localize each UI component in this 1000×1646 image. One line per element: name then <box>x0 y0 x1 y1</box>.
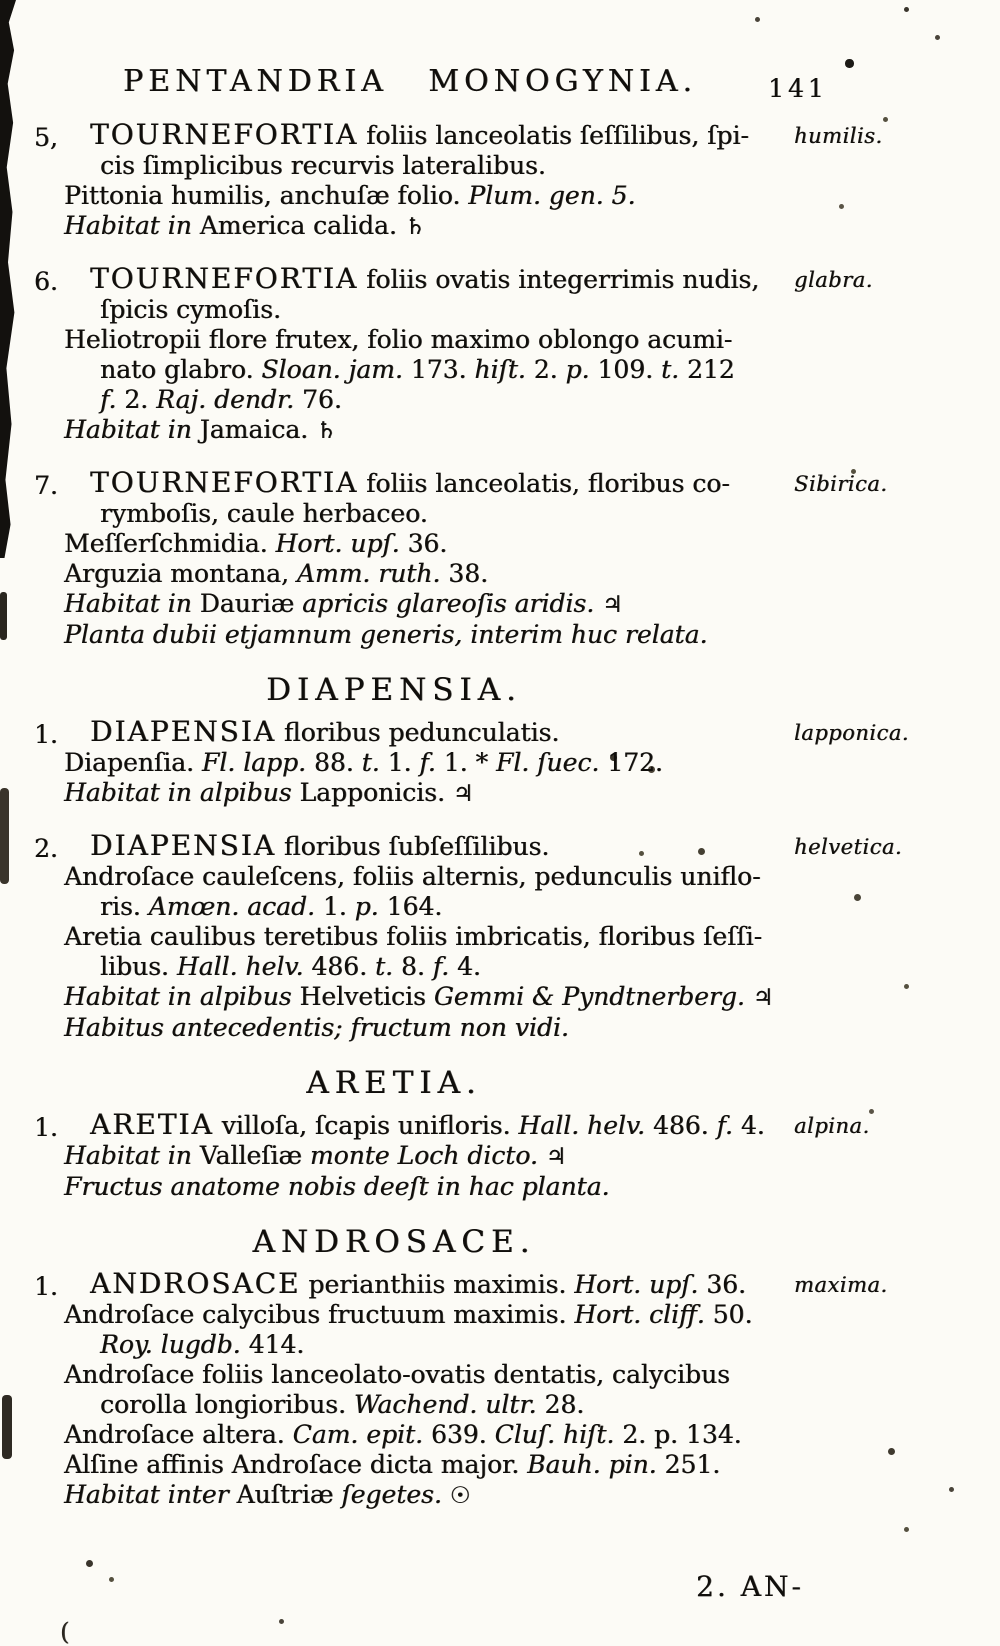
text-segment: Helveticis <box>299 982 434 1011</box>
text-segment: Androſace foliis lanceolato-ovatis dentatis, calycibus <box>64 1360 730 1389</box>
text-segment: Hort. upſ. <box>275 529 408 558</box>
text-segment: 36. <box>407 529 448 558</box>
text-line <box>64 415 984 446</box>
margin-epithet: alpina. <box>794 1114 870 1138</box>
text-segment: 28. <box>544 1390 585 1419</box>
text-segment: apricis glareoſis aridis. <box>302 589 603 618</box>
text-segment: libus. <box>100 952 177 981</box>
text-segment: t. <box>375 952 401 981</box>
text-line <box>64 499 984 529</box>
text-segment: 486. <box>311 952 375 981</box>
text-segment: Dauriæ <box>199 589 303 618</box>
species-entry <box>34 1269 984 1511</box>
text-line <box>64 1013 984 1043</box>
text-segment: Plum. gen. 5. <box>468 181 636 210</box>
text-segment: p. <box>565 355 598 384</box>
text-segment: Fl. ſuec. <box>495 748 608 777</box>
text-segment: 109. <box>597 355 662 384</box>
margin-epithet: humilis. <box>794 124 883 148</box>
text-segment: Arguzia montana, <box>64 559 297 588</box>
text-line <box>64 778 984 809</box>
text-segment: Bauh. pin. <box>527 1450 665 1479</box>
text-line <box>64 151 984 181</box>
text-segment: 172. <box>607 748 663 777</box>
habit-symbol: ♃ <box>602 592 623 618</box>
text-line <box>64 952 984 982</box>
text-segment: Alſine affinis Androſace dicta major. <box>64 1450 528 1479</box>
text-segment: Raj. dendr. <box>156 385 303 414</box>
ink-mark: ( <box>60 1618 70 1646</box>
text-line <box>64 892 984 922</box>
text-segment: ſpicis cymoſis. <box>100 295 281 324</box>
genus-heading: DIAPENSIA. <box>266 672 522 708</box>
ink-specks <box>0 0 3 3</box>
text-line <box>64 181 984 211</box>
text-segment: 4. <box>457 952 481 981</box>
text-segment: villoſa, ſcapis unifloris. <box>213 1111 519 1140</box>
text-segment: 2. p. 134. <box>622 1420 742 1449</box>
catchword: 2. AN- <box>696 1570 804 1603</box>
margin-epithet: Sibirica. <box>794 472 888 496</box>
text-segment: Hall. helv. <box>518 1111 653 1140</box>
text-segment: Diapenſia. <box>64 748 202 777</box>
text-line <box>64 325 984 355</box>
text-segment: f. <box>100 385 125 414</box>
text-segment: 1. <box>387 748 420 777</box>
entry-number: 7. <box>34 471 58 500</box>
text-line <box>64 355 984 385</box>
text-segment: Cluſ. hiſt. <box>494 1420 623 1449</box>
text-segment: Androſace altera. <box>64 1420 293 1449</box>
text-segment: 173. <box>410 355 475 384</box>
genus-heading: ARETIA. <box>306 1065 482 1101</box>
text-segment: Hort. upſ. <box>574 1270 707 1299</box>
species-entry <box>34 120 984 242</box>
text-line <box>64 295 984 325</box>
text-segment: 2. <box>124 385 157 414</box>
page-content <box>34 120 984 1533</box>
text-line <box>64 529 984 559</box>
text-line <box>64 862 984 892</box>
species-entry <box>34 1110 984 1202</box>
text-segment: ſegetes. <box>341 1480 450 1509</box>
genus-name: DIAPENSIA <box>90 715 276 748</box>
entry-number: 2. <box>34 834 58 863</box>
margin-epithet: helvetica. <box>794 835 903 859</box>
text-segment: Habitat inter <box>64 1480 237 1509</box>
binding-edge-artifact <box>0 592 7 640</box>
text-segment: Habitat in <box>64 1141 200 1170</box>
text-segment: Auſtriæ <box>236 1480 342 1509</box>
text-segment: Sloan. jam. <box>261 355 411 384</box>
page-number: 141 <box>768 74 828 103</box>
text-segment: Androſace calycibus fructuum maximis. <box>64 1300 575 1329</box>
text-line <box>64 1420 984 1450</box>
running-head: PENTANDRIA MONOGYNIA. <box>122 64 697 99</box>
text-segment: Habitus antecedentis; fructum non vidi. <box>64 1013 569 1042</box>
text-segment: hiſt. <box>474 355 534 384</box>
text-segment: t. <box>661 355 687 384</box>
text-segment: f. <box>419 748 444 777</box>
species-entry <box>34 468 984 650</box>
text-segment: ris. <box>100 892 149 921</box>
text-segment: p. <box>354 892 387 921</box>
text-line <box>64 1480 984 1511</box>
text-segment: Habitat in <box>64 589 200 618</box>
text-segment: foliis ovatis integerrimis nudis, <box>358 265 760 294</box>
text-line <box>64 1360 984 1390</box>
genus-name: DIAPENSIA <box>90 829 276 862</box>
margin-epithet: maxima. <box>794 1273 888 1297</box>
text-segment: floribus pedunculatis. <box>275 718 560 747</box>
text-segment: Wachend. ultr. <box>353 1390 545 1419</box>
text-segment: Planta dubii etjamnum generis, interim huc relata. <box>64 620 708 649</box>
entry-number: 1. <box>34 1272 58 1301</box>
text-segment: 88. <box>313 748 362 777</box>
species-entry <box>34 264 984 446</box>
text-segment: Valleſiæ <box>199 1141 310 1170</box>
text-line <box>64 1172 984 1202</box>
text-segment: Fructus anatome nobis deeſt in hac planta. <box>64 1172 610 1201</box>
text-segment: f. <box>432 952 458 981</box>
text-segment: monte Loch dicto. <box>309 1141 546 1170</box>
text-segment: Roy. lugdb. <box>100 1330 249 1359</box>
text-segment: 486. <box>652 1111 717 1140</box>
text-segment: 164. <box>386 892 443 921</box>
text-line <box>64 1141 984 1172</box>
text-segment: Aretia caulibus teretibus foliis imbricatis, floribus ſeſſi- <box>64 922 763 951</box>
text-segment: rymboſis, caule herbaceo. <box>100 499 428 528</box>
text-line <box>64 1450 984 1480</box>
text-segment: 8. <box>400 952 433 981</box>
text-segment: f. <box>716 1111 741 1140</box>
text-line <box>64 1390 984 1420</box>
text-segment: Habitat in <box>64 415 200 444</box>
text-line <box>64 559 984 589</box>
genus-name: TOURNEFORTIA <box>90 262 359 295</box>
habit-symbol: ♃ <box>452 781 474 807</box>
genus-name: ANDROSACE <box>90 1267 301 1300</box>
margin-epithet: glabra. <box>794 268 873 292</box>
text-segment: Habitat in <box>64 211 200 240</box>
text-segment: 1. <box>322 892 355 921</box>
text-segment: 1. * <box>443 748 496 777</box>
text-segment: 212 <box>686 355 735 384</box>
text-segment: corolla longioribus. <box>100 1390 354 1419</box>
text-line <box>64 620 984 650</box>
text-segment: foliis lanceolatis ſeſſilibus, ſpi- <box>358 121 749 150</box>
text-segment: Jamaica. <box>199 415 317 444</box>
text-segment: 414. <box>248 1330 305 1359</box>
genus-heading: ANDROSACE. <box>252 1224 536 1260</box>
text-segment: Hort. cliff. <box>574 1300 713 1329</box>
text-segment: cis ſimplicibus recurvis lateralibus. <box>100 151 546 180</box>
genus-name: TOURNEFORTIA <box>90 118 359 151</box>
text-segment: 38. <box>448 559 489 588</box>
text-line <box>64 211 984 242</box>
text-line <box>64 589 984 620</box>
genus-name: ARETIA <box>90 1108 214 1141</box>
text-segment: 251. <box>664 1450 721 1479</box>
text-segment: nato glabro. <box>100 355 262 384</box>
text-segment: 76. <box>302 385 342 414</box>
entry-number: 6. <box>34 267 58 296</box>
entry-number: 1. <box>34 720 58 749</box>
margin-epithet: lapponica. <box>794 721 909 745</box>
species-entry <box>34 831 984 1043</box>
text-segment: Amm. ruth. <box>296 559 449 588</box>
binding-edge-artifact <box>2 1395 12 1459</box>
text-segment: America calida. <box>199 211 405 240</box>
entry-number: 5, <box>34 123 58 152</box>
text-segment: foliis lanceolatis, floribus co- <box>358 469 730 498</box>
text-segment: 4. <box>740 1111 765 1140</box>
text-segment: perianthiis maximis. <box>300 1270 575 1299</box>
text-segment: Androſace cauleſcens, foliis alternis, pedunculis uniflo- <box>64 862 761 891</box>
text-segment: Fl. lapp. <box>201 748 314 777</box>
text-segment: Habitat in alpibus <box>64 778 300 807</box>
text-line <box>64 922 984 952</box>
text-line <box>64 385 984 415</box>
text-segment: 2. <box>533 355 566 384</box>
species-entry <box>34 717 984 809</box>
habit-symbol: ♃ <box>752 985 774 1011</box>
text-segment: 50. <box>712 1300 753 1329</box>
text-segment: Habitat in alpibus <box>64 982 300 1011</box>
entry-number: 1. <box>34 1113 58 1142</box>
text-segment: Hall. helv. <box>176 952 312 981</box>
text-segment: Meſſerſchmidia. <box>64 529 276 558</box>
text-segment: 36. <box>706 1270 746 1299</box>
genus-name: TOURNEFORTIA <box>90 466 359 499</box>
text-line <box>64 1330 984 1360</box>
text-line <box>64 748 984 778</box>
text-segment: Lapponicis. <box>299 778 453 807</box>
binding-edge-artifact <box>0 788 9 884</box>
text-segment: t. <box>361 748 388 777</box>
text-segment: Amœn. acad. <box>148 892 323 921</box>
text-segment: Cam. epit. <box>292 1420 431 1449</box>
habit-symbol: ♄ <box>404 214 426 240</box>
habit-symbol: ♃ <box>545 1144 567 1170</box>
text-segment: floribus ſubſeſſilibus. <box>275 832 550 861</box>
binding-edge-artifact <box>0 0 16 558</box>
text-line <box>64 982 984 1013</box>
text-segment: 639. <box>430 1420 495 1449</box>
text-segment: Heliotropii flore frutex, folio maximo oblongo acumi- <box>64 325 733 354</box>
habit-symbol: ♄ <box>316 418 337 444</box>
habit-symbol: ☉ <box>449 1483 471 1509</box>
text-segment: Pittonia humilis, anchuſæ folio. <box>64 181 469 210</box>
text-segment: Gemmi & Pyndtnerberg. <box>433 982 753 1011</box>
text-line <box>64 1300 984 1330</box>
